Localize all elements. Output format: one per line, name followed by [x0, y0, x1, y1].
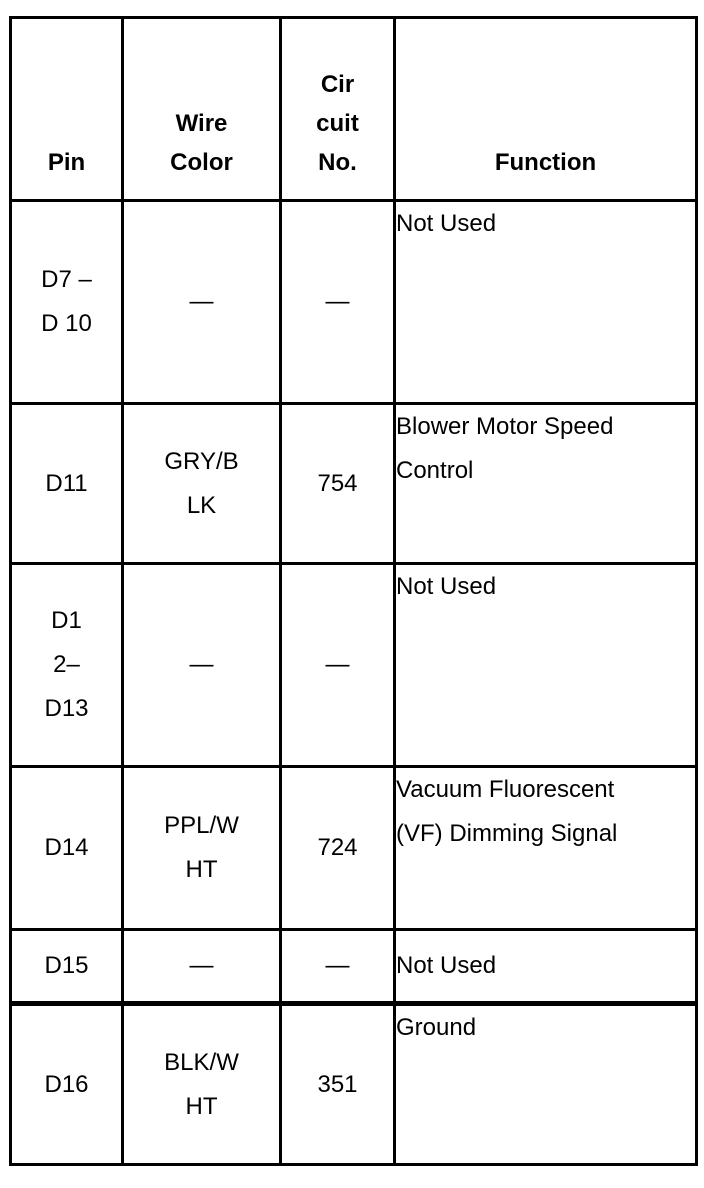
- table-row: [11, 767, 697, 930]
- table-row: [11, 201, 697, 404]
- circuit-no-cell: [281, 767, 395, 930]
- table-row: [11, 404, 697, 564]
- circuit-no-value: 724: [317, 834, 358, 861]
- pin-value: D14: [44, 834, 89, 861]
- circuit-no-value: —: [325, 651, 350, 678]
- table-row: [11, 930, 697, 1004]
- header-function-label: Function: [494, 149, 597, 176]
- pin-cell: [11, 564, 123, 767]
- circuit-no-value: 754: [317, 469, 358, 497]
- pin-table: [9, 16, 698, 1166]
- pin-value: D11: [45, 469, 88, 497]
- function-cell: [395, 930, 697, 1004]
- wire-color-cell: [123, 767, 281, 930]
- pin-cell: [11, 201, 123, 404]
- table-header: [11, 18, 697, 201]
- wire-color-value: PPL/W HT: [164, 812, 239, 883]
- circuit-no-value: —: [325, 288, 350, 315]
- circuit-no-cell: [281, 930, 395, 1004]
- wire-color-value: —: [189, 952, 214, 979]
- circuit-no-value: —: [325, 952, 350, 979]
- function-value: Vacuum Fluorescent (VF) Dimming Signal: [396, 776, 618, 847]
- function-value: Not Used: [396, 210, 497, 237]
- function-value: Blower Motor Speed Control: [396, 413, 614, 484]
- circuit-no-cell: [281, 201, 395, 404]
- table-row: [11, 564, 697, 767]
- function-value: Not Used: [396, 573, 497, 600]
- wire-color-value: —: [189, 651, 214, 678]
- pin-cell: [11, 930, 123, 1004]
- circuit-no-cell: [281, 404, 395, 564]
- pin-cell: [11, 1004, 123, 1165]
- wire-color-cell: [123, 404, 281, 564]
- function-cell: [395, 1004, 697, 1165]
- pin-cell: [11, 767, 123, 930]
- function-cell: [395, 767, 697, 930]
- header-wire-color: [123, 18, 281, 201]
- circuit-no-cell: [281, 1004, 395, 1165]
- table-body: [11, 201, 697, 1165]
- wire-color-cell: [123, 1004, 281, 1165]
- function-value: Ground: [396, 1014, 477, 1041]
- function-cell: [395, 404, 697, 564]
- function-value: Not Used: [396, 952, 497, 979]
- header-row: [11, 18, 697, 201]
- header-circuit-no: [281, 18, 395, 201]
- header-wire-color-label: Wire Color: [170, 110, 233, 176]
- header-pin-label: Pin: [47, 149, 86, 176]
- header-function: [395, 18, 697, 201]
- header-circuit-no-label: Cir cuit No.: [316, 71, 359, 176]
- wire-color-value: BLK/W HT: [164, 1048, 239, 1120]
- function-cell: [395, 564, 697, 767]
- pin-value: D16: [44, 1070, 89, 1098]
- pin-value: D1 2– D13: [44, 607, 89, 722]
- function-cell: [395, 201, 697, 404]
- circuit-no-value: 351: [317, 1070, 358, 1098]
- wire-color-value: GRY/B LK: [164, 447, 239, 519]
- table-row: [11, 1004, 697, 1165]
- wire-color-cell: [123, 564, 281, 767]
- pin-value: D7 –D 10: [41, 266, 92, 337]
- header-pin: [11, 18, 123, 201]
- wire-color-cell: [123, 201, 281, 404]
- wire-color-cell: [123, 930, 281, 1004]
- pin-cell: [11, 404, 123, 564]
- pin-value: D15: [44, 952, 89, 979]
- circuit-no-cell: [281, 564, 395, 767]
- wire-color-value: —: [189, 288, 214, 315]
